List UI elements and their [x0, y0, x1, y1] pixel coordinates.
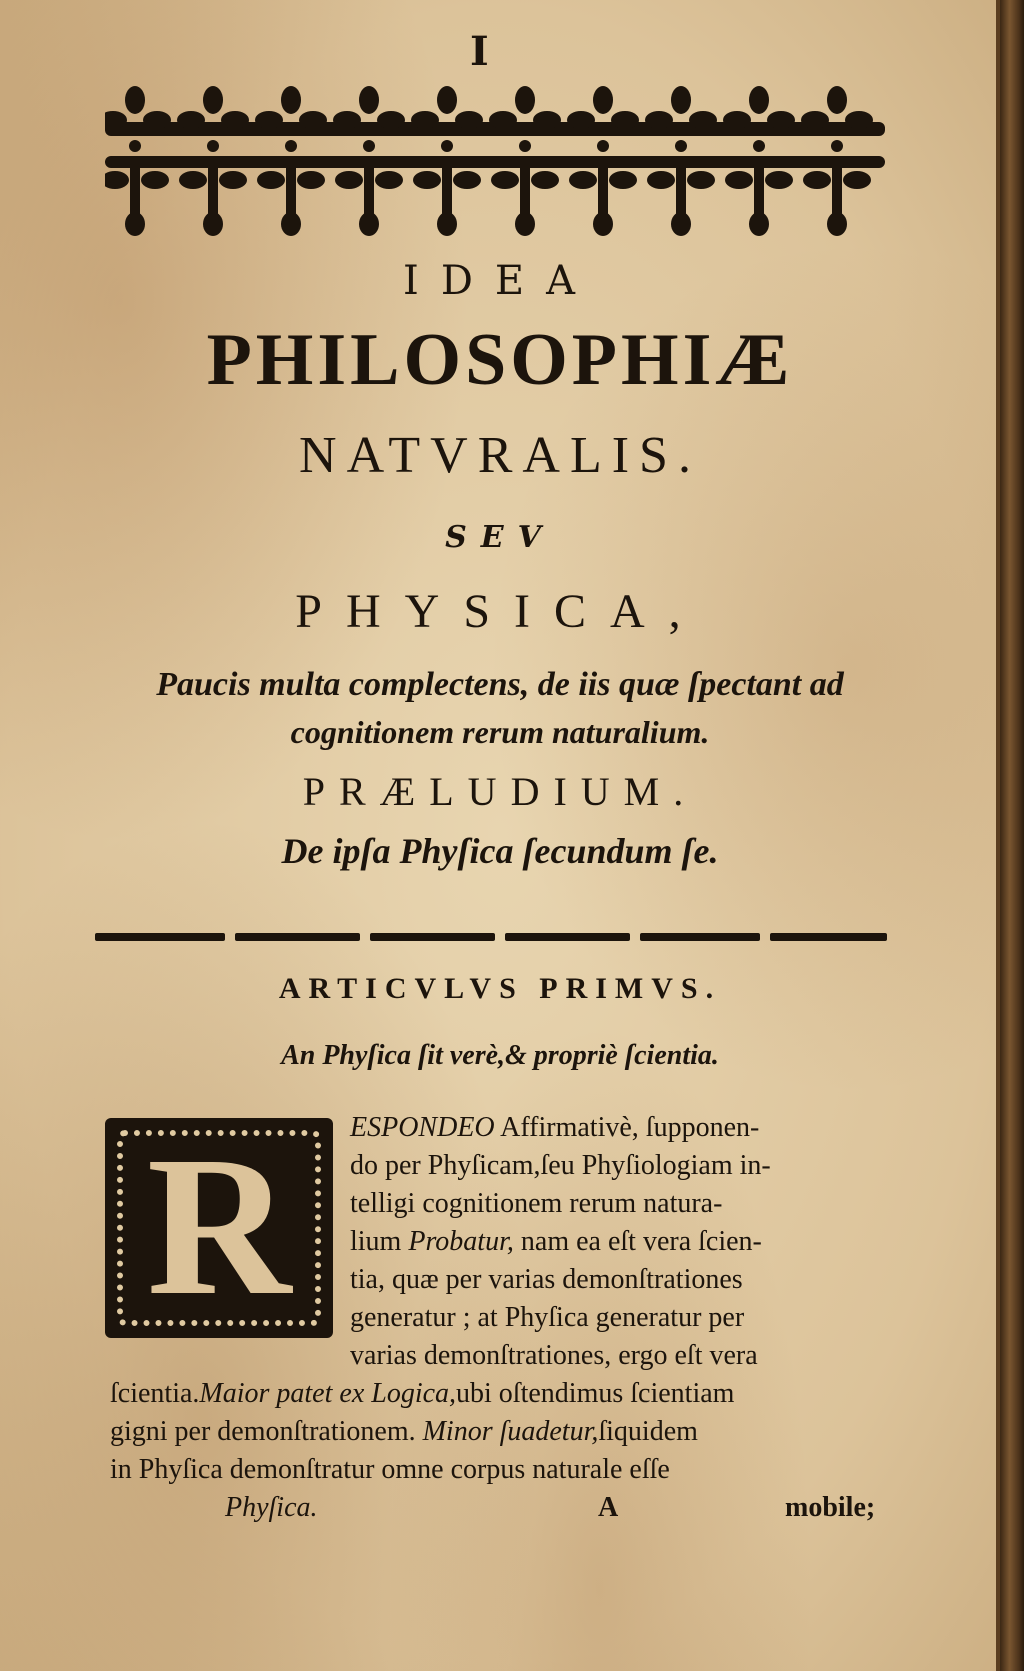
text-line-3: telligi cognitionem rerum natura-	[350, 1188, 723, 1219]
ornament-band	[105, 82, 885, 242]
text-line-7: varias demonſtrationes, ergo eſt vera	[350, 1340, 758, 1371]
article-title: ARTICVLVS PRIMVS.	[278, 972, 722, 1005]
subtitle-line-1: Paucis multa complectens, de iis quæ ſpectant ad	[156, 666, 844, 703]
text-line-1: ESPONDEO Affirmativè, ſupponen-	[350, 1112, 760, 1143]
text-line-9: gigni per demonſtrationem. Minor ſuadetur,ſiquidem	[110, 1416, 698, 1447]
title-idea: IDEA	[403, 258, 597, 304]
initial-letter: R	[146, 1116, 292, 1337]
praeludium-heading: PRÆLUDIUM.	[302, 769, 698, 814]
book-edge	[1000, 0, 1024, 1671]
title-naturalis: NATVRALIS.	[299, 427, 701, 484]
title-sev: SEV	[445, 520, 555, 555]
page-number: I	[470, 28, 489, 75]
section-rule	[95, 930, 887, 944]
signature-mark: A	[598, 1492, 619, 1523]
praeludium-subheading: De ipſa Phyſica ſecundum ſe.	[281, 831, 719, 871]
text-line-10: in Phyſica demonſtratur omne corpus naturale eſſe	[110, 1454, 670, 1485]
article-question: An Phyſica ſit verè,& propriè ſcientia.	[281, 1040, 719, 1071]
text-line-6: generatur ; at Phyſica generatur per	[350, 1302, 745, 1333]
text-line-2: do per Phyſicam,ſeu Phyſiologiam in-	[350, 1150, 771, 1181]
catchword: mobile;	[785, 1492, 876, 1523]
decorated-initial	[105, 1118, 333, 1338]
text-line-8: ſcientia.Maior patet ex Logica,ubi oſtendimus ſcientiam	[110, 1378, 735, 1409]
signature-label: Phyſica.	[225, 1492, 318, 1523]
title-physica: PHYSICA,	[295, 585, 705, 638]
text-line-5: tia, quæ per varias demonſtrationes	[350, 1264, 743, 1295]
text-line-4: lium Probatur, nam ea eſt vera ſcien-	[350, 1226, 762, 1257]
subtitle-line-2: cognitionem rerum naturalium.	[290, 714, 710, 750]
title-philosophiae: PHILOSOPHIÆ	[206, 319, 794, 401]
